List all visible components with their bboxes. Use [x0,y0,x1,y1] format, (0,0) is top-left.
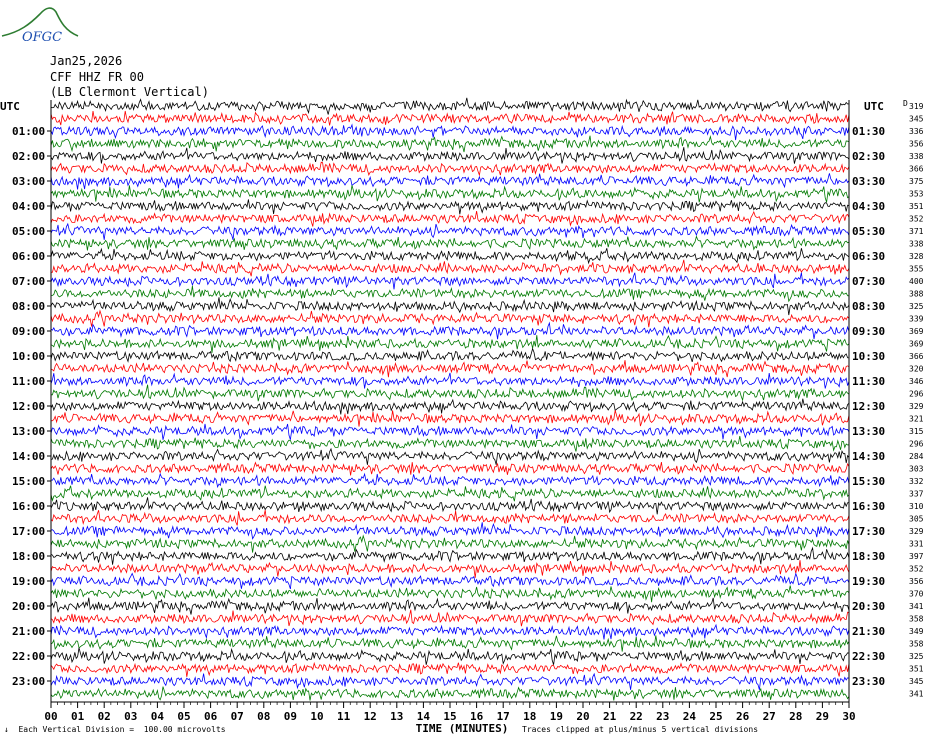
trace-value-label: 351 [909,664,924,674]
trace-value-label: 338 [909,239,924,249]
trace-value-label: 329 [909,527,924,536]
left-hour-label: 19:00 [12,575,46,588]
trace-value-label: 345 [909,677,924,686]
logo-text: OFGC [22,30,63,44]
left-hour-label: 06:00 [12,250,46,263]
right-hour-label: 14:30 [852,450,886,463]
x-tick-label: 00 [44,710,58,723]
left-hour-label: 18:00 [12,550,46,563]
trace-value-label: 356 [909,139,924,149]
right-axis-title: UTC [864,100,884,113]
trace-value-label: 305 [909,514,924,524]
trace-line [51,436,849,451]
left-hour-label: 22:00 [12,650,46,663]
right-hour-label: 15:30 [852,475,886,488]
right-hour-label: 10:30 [852,350,886,363]
trace-value-label: 375 [909,177,924,186]
trace-value-label: 341 [909,602,924,611]
right-hour-label: 19:30 [852,575,886,588]
trace-line [51,462,849,475]
left-hour-label: 12:00 [12,400,46,413]
trace-value-label: 355 [909,264,924,274]
x-tick-label: 20 [576,710,590,723]
trace-line [51,335,849,353]
trace-value-label: 332 [909,477,924,486]
left-hour-label: 02:00 [12,150,46,163]
right-hour-label: 11:30 [852,375,886,388]
right-hour-label: 18:30 [852,550,886,563]
trace-value-label: 337 [909,489,924,499]
right-hour-label: 08:30 [852,300,886,313]
right-hour-label: 03:30 [852,175,886,188]
right-hour-label: 07:30 [852,275,886,288]
x-tick-label: 12 [363,710,377,723]
trace-line [51,211,849,226]
left-hour-label: 11:00 [12,375,46,388]
trace-line [51,510,849,525]
right-hour-label: 23:30 [852,675,886,688]
trace-value-label: 366 [909,164,924,174]
trace-line [51,297,849,315]
value-column-header: D [903,99,908,108]
x-tick-label: 16 [469,710,484,723]
x-tick-label: 13 [390,710,404,723]
trace-line [51,497,849,514]
right-hour-label: 02:30 [852,150,886,163]
x-axis-label: TIME (MINUTES) [415,722,509,735]
right-hour-label: 20:30 [852,600,886,613]
trace-value-label: 358 [909,614,924,624]
trace-line [51,663,849,677]
trace-value-label: 296 [909,439,924,449]
x-tick-label: 26 [735,710,750,723]
trace-line [51,162,849,175]
trace-value-label: 349 [909,627,924,636]
left-hour-label: 17:00 [12,525,46,538]
trace-value-label: 303 [909,464,924,474]
right-hour-label: 06:30 [852,250,886,263]
left-hour-label: 20:00 [12,600,46,613]
trace-line [51,474,849,487]
x-tick-label: 24 [682,710,697,723]
trace-value-label: 296 [909,389,924,399]
trace-line [51,424,849,440]
trace-line [51,286,849,301]
left-hour-label: 04:00 [12,200,46,213]
trace-line [51,522,849,538]
trace-line [51,610,849,627]
right-hour-label: 21:30 [852,625,886,638]
trace-value-label: 356 [909,577,924,586]
left-hour-label: 21:00 [12,625,46,638]
footer-left-note [4,725,226,734]
x-tick-label: 17 [496,710,510,723]
trace-line [51,687,849,701]
right-hour-label: 16:30 [852,500,886,513]
trace-value-label: 353 [909,189,924,199]
trace-line [51,674,849,690]
trace-value-label: 352 [909,214,924,224]
trace-value-label: 366 [909,352,924,361]
trace-value-label: 338 [909,152,924,161]
x-tick-label: 19 [549,710,564,723]
x-tick-label: 01 [70,710,85,723]
right-hour-label: 04:30 [852,200,886,213]
x-tick-label: 08 [257,710,271,723]
left-hour-label: 16:00 [12,500,46,513]
trace-line [51,248,849,263]
header-location: (LB Clermont Vertical) [50,85,209,99]
trace-line [51,273,849,290]
trace-value-label: 325 [909,302,924,311]
trace-value-label: 329 [909,402,924,411]
trace-value-label: 352 [909,564,924,574]
trace-line [51,349,849,362]
x-tick-label: 18 [523,710,537,723]
right-hour-label: 13:30 [852,425,886,438]
right-hour-label: 09:30 [852,325,886,338]
trace-line [51,486,849,502]
x-tick-label: 30 [842,710,856,723]
x-tick-label: 14 [416,710,431,723]
header-station: CFF HHZ FR 00 [50,70,144,84]
trace-line [51,173,849,189]
trace-line [51,410,849,426]
x-tick-label: 27 [762,710,776,723]
x-tick-label: 06 [203,710,218,723]
x-tick-label: 03 [124,710,138,723]
x-tick-label: 10 [310,710,324,723]
x-tick-label: 11 [336,710,351,723]
trace-line [51,111,849,125]
footer-mark-icon: ↓ [4,725,9,734]
trace-line [51,560,849,578]
trace-line [51,136,849,152]
x-tick-label: 25 [709,710,723,723]
trace-line [51,237,849,251]
trace-line [51,625,849,639]
footer-clip-note: Traces clipped at plus/minus 5 vertical divisions [522,725,759,734]
trace-line [51,449,849,465]
trace-line [51,399,849,415]
right-hour-label: 17:30 [852,525,886,538]
right-hour-label: 22:30 [852,650,886,663]
left-hour-label: 15:00 [12,475,46,488]
trace-line [51,323,849,339]
header-date: Jan25,2026 [50,54,123,68]
trace-value-label: 339 [909,314,924,324]
trace-value-label: 331 [909,539,924,549]
x-tick-label: 22 [629,710,643,723]
left-hour-label: 01:00 [12,125,46,138]
trace-line [51,598,849,615]
trace-value-label: 336 [909,127,924,136]
trace-line [51,125,849,140]
trace-value-label: 369 [909,339,924,349]
trace-line [51,574,849,590]
right-hour-label: 01:30 [852,125,886,138]
x-tick-label: 29 [815,710,830,723]
trace-value-label: 284 [909,452,924,461]
x-tick-label: 02 [97,710,111,723]
trace-line [51,635,849,651]
x-tick-label: 05 [177,710,191,723]
trace-value-label: 346 [909,377,924,386]
x-tick-label: 09 [283,710,298,723]
trace-value-label: 371 [909,227,924,236]
trace-value-label: 319 [909,102,924,111]
trace-value-label: 345 [909,114,924,124]
trace-line [51,548,849,565]
left-axis-title: UTC [0,100,20,113]
left-hour-label: 03:00 [12,175,46,188]
trace-value-label: 325 [909,652,924,661]
trace-value-label: 358 [909,639,924,649]
trace-value-label: 369 [909,327,924,336]
x-tick-label: 21 [602,710,617,723]
trace-value-label: 388 [909,289,924,299]
trace-line [51,373,849,389]
trace-line [51,648,849,665]
left-hour-label: 05:00 [12,225,46,238]
trace-value-label: 397 [909,552,924,561]
right-hour-label: 05:30 [852,225,886,238]
x-tick-label: 28 [789,710,803,723]
trace-line [51,185,849,202]
trace-value-label: 320 [909,364,924,374]
trace-value-label: 310 [909,502,924,511]
trace-value-label: 315 [909,427,924,436]
left-hour-label: 10:00 [12,350,46,363]
trace-value-label: 321 [909,414,924,424]
x-tick-label: 23 [656,710,670,723]
trace-line [51,260,849,276]
left-hour-label: 09:00 [12,325,46,338]
trace-line [51,98,849,115]
left-hour-label: 08:00 [12,300,46,313]
trace-line [51,536,849,553]
trace-line [51,147,849,164]
left-hour-label: 07:00 [12,275,46,288]
footer-scale-note: Each Vertical Division = 100.00 microvolts [18,725,226,734]
x-tick-label: 07 [230,710,244,723]
trace-line [51,224,849,240]
trace-value-label: 351 [909,202,924,211]
trace-line [51,586,849,603]
left-hour-label: 23:00 [12,675,46,688]
x-tick-label: 15 [443,710,457,723]
trace-value-label: 341 [909,689,924,699]
left-hour-label: 13:00 [12,425,46,438]
right-hour-label: 12:30 [852,400,886,413]
trace-line [51,385,849,402]
trace-value-label: 370 [909,589,924,599]
left-hour-label: 14:00 [12,450,46,463]
trace-value-label: 400 [909,277,924,286]
trace-line [51,311,849,327]
x-tick-label: 04 [150,710,165,723]
trace-line [51,199,849,214]
trace-value-label: 328 [909,252,924,261]
